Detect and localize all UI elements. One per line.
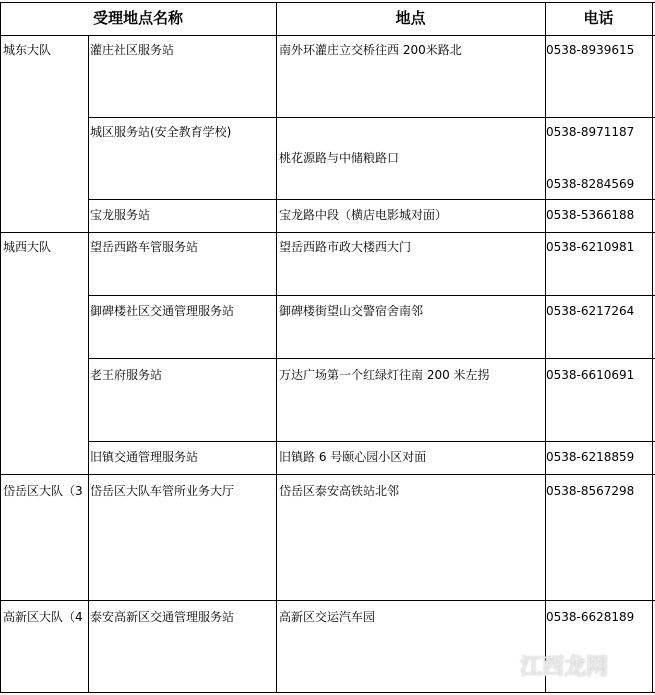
station-location: 宝龙路中段（横店电影城对面） <box>279 208 448 222</box>
table-rule <box>88 358 655 359</box>
table-rule <box>0 474 655 475</box>
station-name: 灌庄社区服务站 <box>90 43 175 57</box>
brigade-label: 高新区大队（4 <box>3 610 83 624</box>
brigade-label: 岱岳区大队（3 <box>3 484 83 498</box>
brigade-label: 城东大队 <box>3 43 52 57</box>
station-phone-2: 0538-8284569 <box>546 177 635 191</box>
table-rule <box>88 199 655 200</box>
table-rule <box>0 232 655 233</box>
station-phone: 0538-8567298 <box>546 484 635 498</box>
table-rule <box>88 117 655 118</box>
station-location: 万达广场第一个红绿灯往南 200 米左拐 <box>279 368 490 382</box>
station-location: 望岳西路市政大楼西大门 <box>279 240 412 254</box>
table-rule <box>88 441 655 442</box>
table-rule <box>652 2 653 693</box>
station-name: 御碑楼社区交通管理服务站 <box>90 304 235 318</box>
station-location: 御碑楼街望山交警宿舍南邻 <box>279 304 424 318</box>
header-name: 受理地点名称 <box>92 9 183 27</box>
station-phone: 0538-8971187 <box>546 125 635 139</box>
table-rule <box>0 2 1 693</box>
table-rule <box>0 600 655 601</box>
station-name: 岱岳区大队车管所业务大厅 <box>90 484 235 498</box>
station-name: 老王府服务站 <box>90 368 163 382</box>
table-rule <box>0 692 655 693</box>
table-rule <box>545 2 546 693</box>
table-rule <box>0 35 655 36</box>
station-phone: 0538-6610691 <box>546 368 635 382</box>
station-name: 城区服务站(安全教育学校) <box>90 125 232 139</box>
watermark: 江西龙网 <box>520 655 609 680</box>
station-location: 旧镇路 6 号颐心园小区对面 <box>279 450 427 464</box>
table-rule <box>88 295 655 296</box>
station-phone: 0538-5366188 <box>546 208 635 222</box>
station-name: 泰安高新区交通管理服务站 <box>90 610 235 624</box>
station-location: 岱岳区泰安高铁站北邻 <box>279 484 400 498</box>
station-phone: 0538-6217264 <box>546 304 635 318</box>
brigade-label: 城西大队 <box>3 240 52 254</box>
station-name: 宝龙服务站 <box>90 208 151 222</box>
station-phone: 0538-8939615 <box>546 43 635 57</box>
station-location: 桃花源路与中储粮路口 <box>279 151 400 165</box>
table-rule <box>276 2 277 693</box>
table-rule <box>0 2 655 3</box>
station-name: 旧镇交通管理服务站 <box>90 450 199 464</box>
station-phone: 0538-6218859 <box>546 450 635 464</box>
station-phone: 0538-6210981 <box>546 240 635 254</box>
header-phone: 电话 <box>583 9 614 27</box>
header-location: 地点 <box>395 9 426 27</box>
station-name: 望岳西路车管服务站 <box>90 240 199 254</box>
station-phone: 0538-6628189 <box>546 610 635 624</box>
table-rule <box>88 35 89 693</box>
station-location: 南外环灌庄立交桥往西 200米路北 <box>279 43 462 57</box>
station-location: 高新区交运汽车园 <box>279 610 376 624</box>
